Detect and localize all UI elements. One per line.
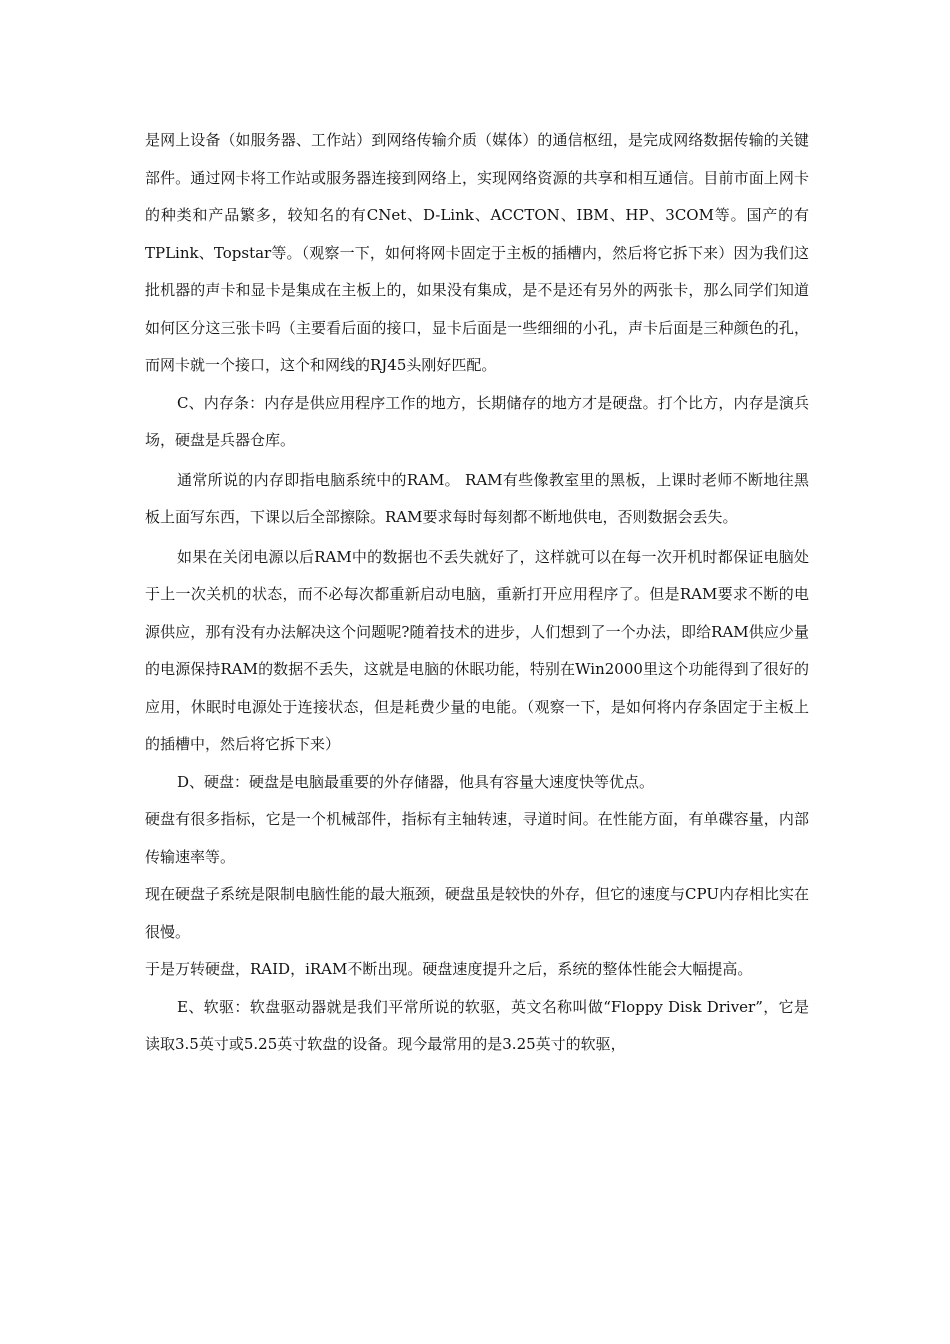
document-body <box>145 122 809 1064</box>
paragraph-hard-disk-raid: 于是万转硬盘，RAID，iRAM不断出现。硬盘速度提升之后，系统的整体性能会大幅提高。 <box>145 960 753 978</box>
paragraph-memory-intro: C、内存条：内存是供应用程序工作的地方，长期储存的地方才是硬盘。打个比方，内存是演兵场，硬盘是兵器仓库。 <box>145 393 809 449</box>
paragraph-network-card: 是网上设备（如服务器、工作站）到网络传输介质（媒体）的通信枢纽，是完成网络数据传输的关键部件。通过网卡将工作站或服务器连接到网络上，实现网络资源的共享和相互通信。目前市面上网卡的种类和产品繁多，较知名的有CNet、D-Link、ACCTON、IBM、HP、3COM等。国产的有TPLink、Topstar等。（观察一下，如何将网卡固定于主板的插槽内，然后将它拆下来）因为我们这批机器的声卡和显卡是集成在主板上的，如果没有集成，是不是还有另外的两张卡，那么同学们知道如何区分这三张卡吗（主要看后面的接口，显卡后面是一些细细的小孔，声卡后面是三种颜色的孔，而网卡就一个接口，这个和网线的RJ45头刚好匹配。 <box>145 131 809 374</box>
paragraph-hard-disk-metrics: 硬盘有很多指标，它是一个机械部件，指标有主轴转速，寻道时间。在性能方面，有单碟容量，内部传输速率等。 <box>145 810 809 866</box>
paragraph-ram-hibernate: 如果在关闭电源以后RAM中的数据也不丢失就好了，这样就可以在每一次开机时都保证电脑处于上一次关机的状态，而不必每次都重新启动电脑，重新打开应用程序了。但是RAM要求不断的电源供应，那有没有办法解决这个问题呢?随着技术的进步，人们想到了一个办法，即给RAM供应少量的电源保持RAM的数据不丢失，这就是电脑的休眠功能，特别在Win2000里这个功能得到了很好的应用，休眠时电源处于连接状态，但是耗费少量的电能。（观察一下，是如何将内存条固定于主板上的插槽中，然后将它拆下来） <box>145 547 809 753</box>
paragraph-ram-blackboard: 通常所说的内存即指电脑系统中的RAM。 RAM有些像教室里的黑板，上课时老师不断地往黑板上面写东西，下课以后全部擦除。RAM要求每时每刻都不断地供电，否则数据会丢失。 <box>145 470 809 526</box>
paragraph-hard-disk-bottleneck: 现在硬盘子系统是限制电脑性能的最大瓶颈，硬盘虽是较快的外存，但它的速度与CPU内存相比实在很慢。 <box>145 885 809 941</box>
paragraph-floppy-drive: E、软驱：软盘驱动器就是我们平常所说的软驱，英文名称叫做“Floppy Disk Driver”，它是读取3.5英寸或5.25英寸软盘的设备。现今最常用的是3.25英寸的软驱， <box>145 997 809 1053</box>
paragraph-hard-disk-intro: D、硬盘：硬盘是电脑最重要的外存储器，他具有容量大速度快等优点。 <box>177 772 655 791</box>
